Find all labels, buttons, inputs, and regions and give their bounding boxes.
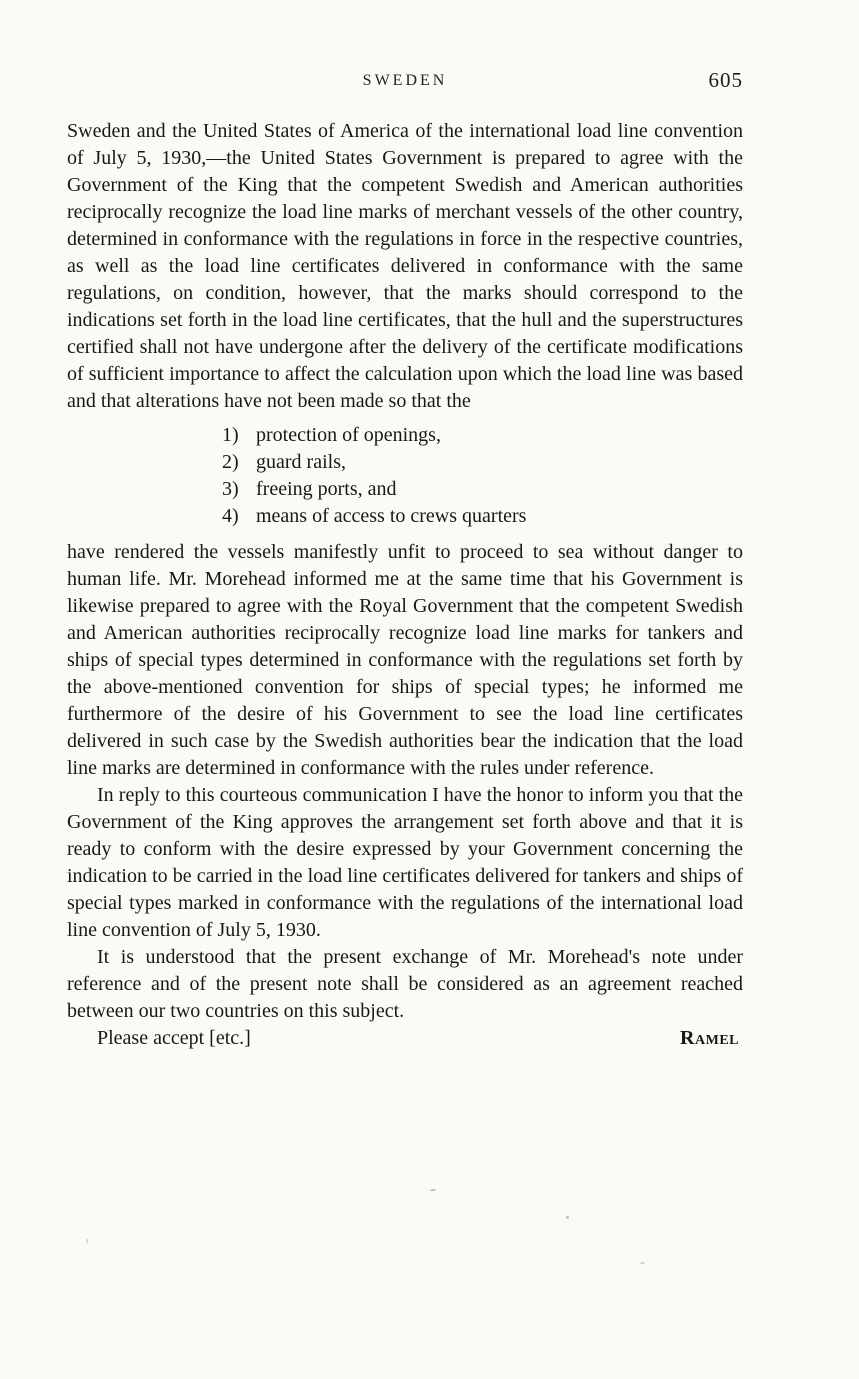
scan-artifact [86,1238,88,1244]
closing-text: Please accept [etc.] [97,1027,251,1049]
list-item [222,422,743,449]
list-item-text: protection of openings, [256,424,441,446]
signature: Ramel [680,1027,739,1049]
paragraph-4: It is understood that the present exchange of Mr. Morehead's note under reference and of the present note shall be considered as an agreement reached between our two countries on this subject. [67,946,743,1022]
page-header [67,68,743,98]
list-item-number: 2) [222,451,239,473]
list-item-text: guard rails, [256,451,346,473]
paragraph-2: have rendered the vessels manifestly unfit to proceed to sea without danger to human life. Mr. Morehead informed me at the same time that his Government is likewise prepared to agree with the Royal Government that the competent Swedish and American authorities reciprocally recognize load line marks for tankers and ships of special types determined in conformance with the regulations set forth by the above-mentioned convention for ships of special types; he informed me furthermore of the desire of his Government to see the load line certificates delivered in such case by the Swedish authorities bear the indication that the load line marks are determined in conformance with the rules under reference. [67,541,743,779]
list-item-text: means of access to crews quarters [256,505,527,527]
list-item [222,449,743,476]
running-header-title: SWEDEN [362,72,448,89]
scan-artifact [430,1188,436,1191]
paragraph-3: In reply to this courteous communication I have the honor to inform you that the Government of the King approves the arrangement set forth above and that it is ready to conform with the desire expressed by your Government concerning the indication to be carried in the load line certificates delivered for tankers and ships of special types marked in conformance with the regulations of the international load line convention of July 5, 1930. [67,784,743,941]
numbered-list [222,422,743,530]
list-item-number: 1) [222,424,239,446]
list-item-text: freeing ports, and [256,478,397,500]
scan-artifact [640,1262,645,1264]
page-body [67,118,743,1052]
list-item [222,476,743,503]
list-item-number: 3) [222,478,239,500]
paragraph-1: Sweden and the United States of America of the international load line convention of July 5, 1930,—the United States Government is prepared to agree with the Government of the King that the competent Swedish and American authorities reciprocally recognize the load line marks of merchant vessels of the other country, determined in conformance with the regulations in force in the respective countries, as well as the load line certificates delivered in conformance with the same regulations, on condition, however, that the marks should correspond to the indications set forth in the load line certificates, that the hull and the superstructures certified shall not have undergone after the delivery of the certificate modifications of sufficient importance to affect the calculation upon which the load line was based and that alterations have not been made so that the [67,120,743,412]
closing-line [67,1025,743,1052]
scan-artifact [566,1216,569,1219]
list-item [222,503,743,530]
page-number: 605 [708,68,743,92]
list-item-number: 4) [222,505,239,527]
